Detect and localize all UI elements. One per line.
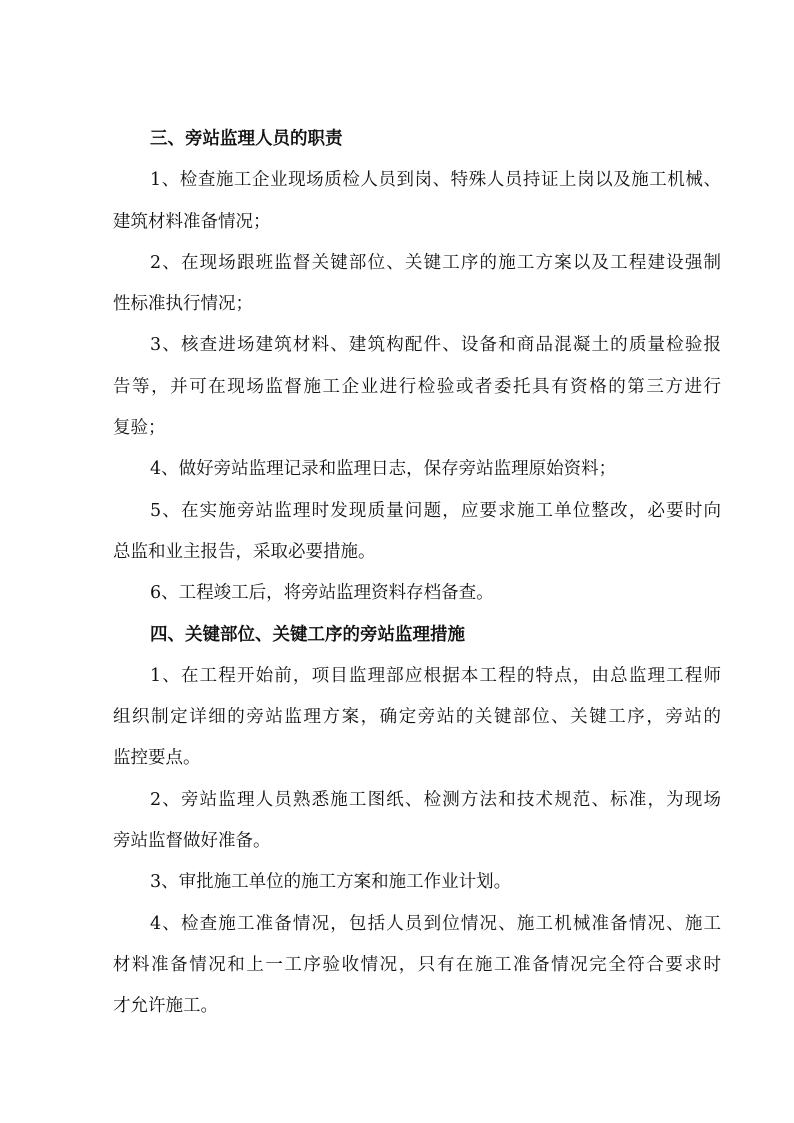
- section-3-heading: 三、旁站监理人员的职责: [150, 129, 343, 149]
- section-4-item-2-line-2: 旁站监督做好准备。: [113, 831, 271, 852]
- section-4-item-2-line-1: 2、旁站监理人员熟悉施工图纸、检测方法和技术规范、标准，为现场: [150, 789, 721, 810]
- section-4-item-4-line-3: 才允许施工。: [113, 996, 218, 1017]
- section-3-item-4-line-1: 4、做好旁站监理记录和监理日志，保存旁站监理原始资料；: [150, 459, 617, 480]
- section-4-item-1-line-2: 组织制定详细的旁站监理方案，确定旁站的关键部位、关键工序，旁站的: [113, 707, 721, 728]
- section-3-item-1-line-1: 1、检查施工企业现场质检人员到岗、特殊人员持证上岗以及施工机械、: [150, 170, 721, 191]
- section-4-item-1-line-3: 监控要点。: [113, 748, 201, 769]
- section-3-item-5-line-1: 5、在实施旁站监理时发现质量问题，应要求施工单位整改，必要时向: [150, 500, 721, 521]
- section-3-item-1-line-2: 建筑材料准备情况；: [113, 211, 271, 232]
- section-3-item-2-line-2: 性标准执行情况；: [113, 294, 253, 315]
- section-3-item-2-line-1: 2、在现场跟班监督关键部位、关键工序的施工方案以及工程建设强制: [150, 252, 721, 273]
- section-3-item-3-line-1: 3、核查进场建筑材料、建筑构配件、设备和商品混凝土的质量检验报: [150, 335, 721, 356]
- section-4-item-4-line-2: 材料准备情况和上一工序验收情况，只有在施工准备情况完全符合要求时: [113, 954, 721, 975]
- section-3-item-5-line-2: 总监和业主报告，采取必要措施。: [113, 541, 376, 562]
- document-body: [113, 119, 721, 1028]
- section-4-item-3-line-1: 3、审批施工单位的施工方案和施工作业计划。: [150, 872, 512, 893]
- section-3-item-6-line-1: 6、工程竣工后，将旁站监理资料存档备查。: [150, 583, 494, 604]
- section-3-item-3-line-2: 告等，并可在现场监督施工企业进行检验或者委托具有资格的第三方进行: [113, 376, 721, 397]
- section-4-item-1-line-1: 1、在工程开始前，项目监理部应根据本工程的特点，由总监理工程师: [150, 665, 721, 686]
- section-3-item-3-line-3: 复验；: [113, 418, 166, 439]
- section-4-heading: 四、关键部位、关键工序的旁站监理措施: [150, 624, 465, 645]
- section-4-item-4-line-1: 4、检查施工准备情况，包括人员到位情况、施工机械准备情况、施工: [150, 913, 721, 934]
